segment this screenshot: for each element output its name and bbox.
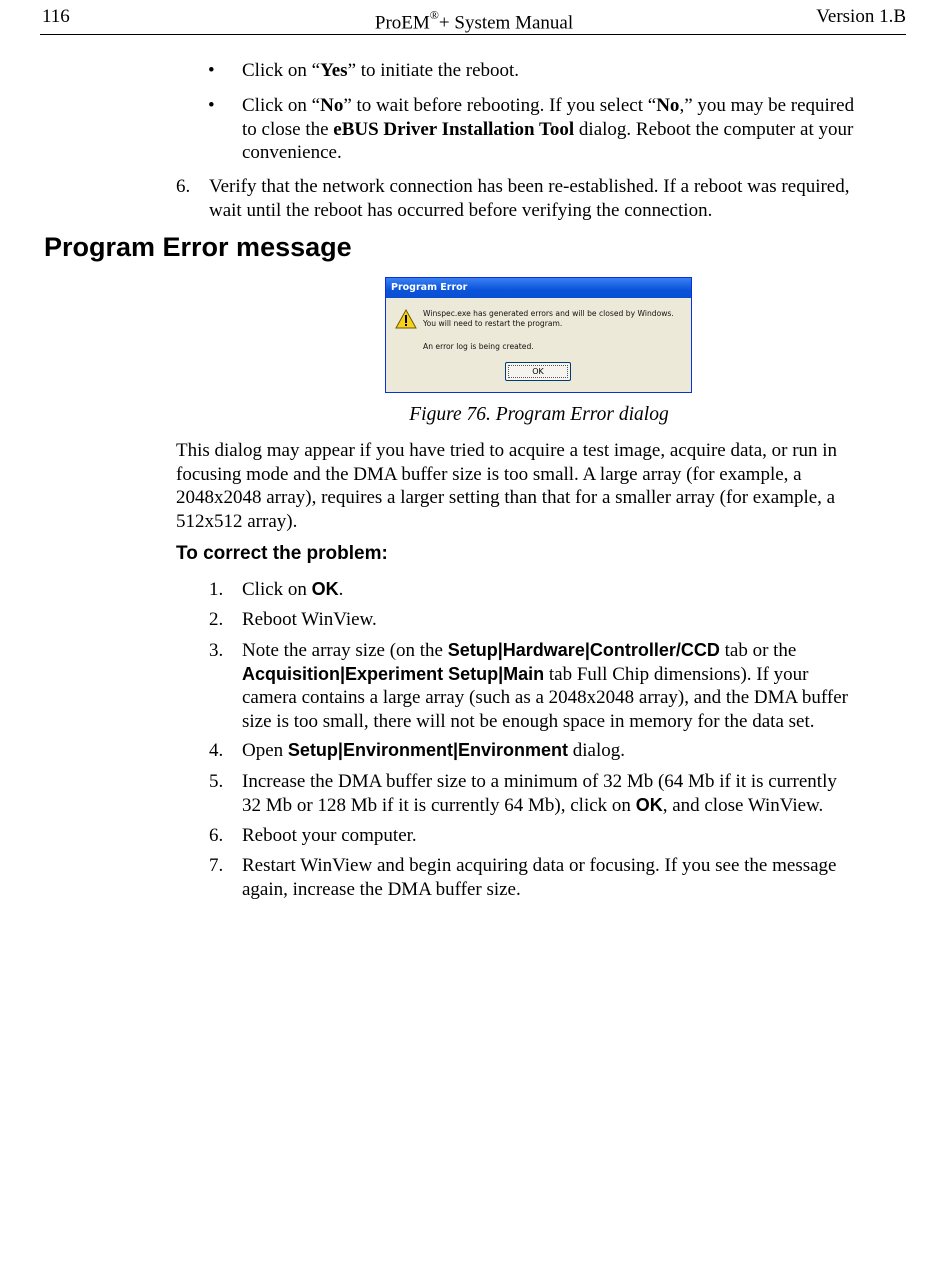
dialog-message: Winspec.exe has generated errors and will be closed by Windows. You will need to restart the program.	[423, 309, 674, 328]
subheading: To correct the problem:	[176, 543, 388, 564]
step-increase-buffer: Increase the DMA buffer size to a minimum of 32 Mb (64 Mb if it is currently 32 Mb or 128 Mb if it is currently 64 Mb), click on OK, and close WinView.	[242, 771, 837, 816]
step-number: 7.	[209, 855, 224, 876]
bullet-marker: •	[208, 95, 215, 116]
ok-focus-ring	[508, 365, 568, 378]
running-header	[42, 4, 906, 34]
step-number: 2.	[209, 609, 224, 630]
step-reboot-computer: Reboot your computer.	[242, 825, 417, 846]
section-heading: Program Error message	[44, 232, 352, 262]
step-number: 4.	[209, 740, 224, 761]
page-number: 116	[42, 6, 70, 27]
manual-title	[42, 4, 906, 36]
version-label: Version 1.B	[816, 6, 906, 27]
ok-button-label: OK	[532, 367, 544, 376]
ok-button[interactable]	[505, 362, 571, 381]
body-paragraph: This dialog may appear if you have tried to acquire a test image, acquire data, or run in focusing mode and the DMA buffer size is too small. A large array (for example, a 2048x2048 array), requires a larger setting than that for a smaller array (for example, a 512x512 array).	[176, 440, 838, 532]
dialog-title-bar: Program Error	[386, 278, 691, 298]
bullet-item-no: Click on “No” to wait before rebooting. If you select “No,” you may be required to close the eBUS Driver Installation Tool dialog. Reboot the computer at your convenience.	[242, 95, 855, 163]
step-click-ok: Click on OK.	[242, 579, 344, 600]
figure-caption: Figure 76. Program Error dialog	[409, 404, 669, 425]
step-number: 5.	[209, 771, 224, 792]
bullet-item-yes: Click on “Yes” to initiate the reboot.	[242, 60, 520, 81]
step-reboot-winview: Reboot WinView.	[242, 609, 377, 630]
step-number: 6.	[209, 825, 224, 846]
title-text: ProEM	[374, 12, 430, 34]
step-number: 6.	[176, 176, 191, 197]
step-note-array-size: Note the array size (on the Setup|Hardware|Controller/CCD tab or the Acquisition|Experiment Setup|Main tab Full Chip dimensions). If your camera contains a large array (such as a 2048x2048 array), and the DMA buffer size is too small, there will not be enough space in memory for the data set.	[242, 640, 849, 732]
step-verify-network: Verify that the network connection has been re-established. If a reboot was required, wait until the reboot has occurred before verifying the connection.	[209, 176, 850, 221]
header-divider	[40, 34, 906, 35]
step-open-environment: Open Setup|Environment|Environment dialog.	[242, 740, 626, 761]
dialog-log-message: An error log is being created.	[423, 342, 534, 351]
step-number: 1.	[209, 579, 224, 600]
registered-mark: ®	[429, 8, 439, 22]
title-suffix: + System Manual	[438, 12, 574, 34]
step-restart-winview: Restart WinView and begin acquiring data or focusing. If you see the message again, increase the DMA buffer size.	[242, 855, 837, 900]
warning-icon	[395, 309, 417, 333]
step-number: 3.	[209, 640, 224, 661]
bullet-marker: •	[208, 60, 215, 81]
program-error-dialog	[385, 277, 692, 393]
